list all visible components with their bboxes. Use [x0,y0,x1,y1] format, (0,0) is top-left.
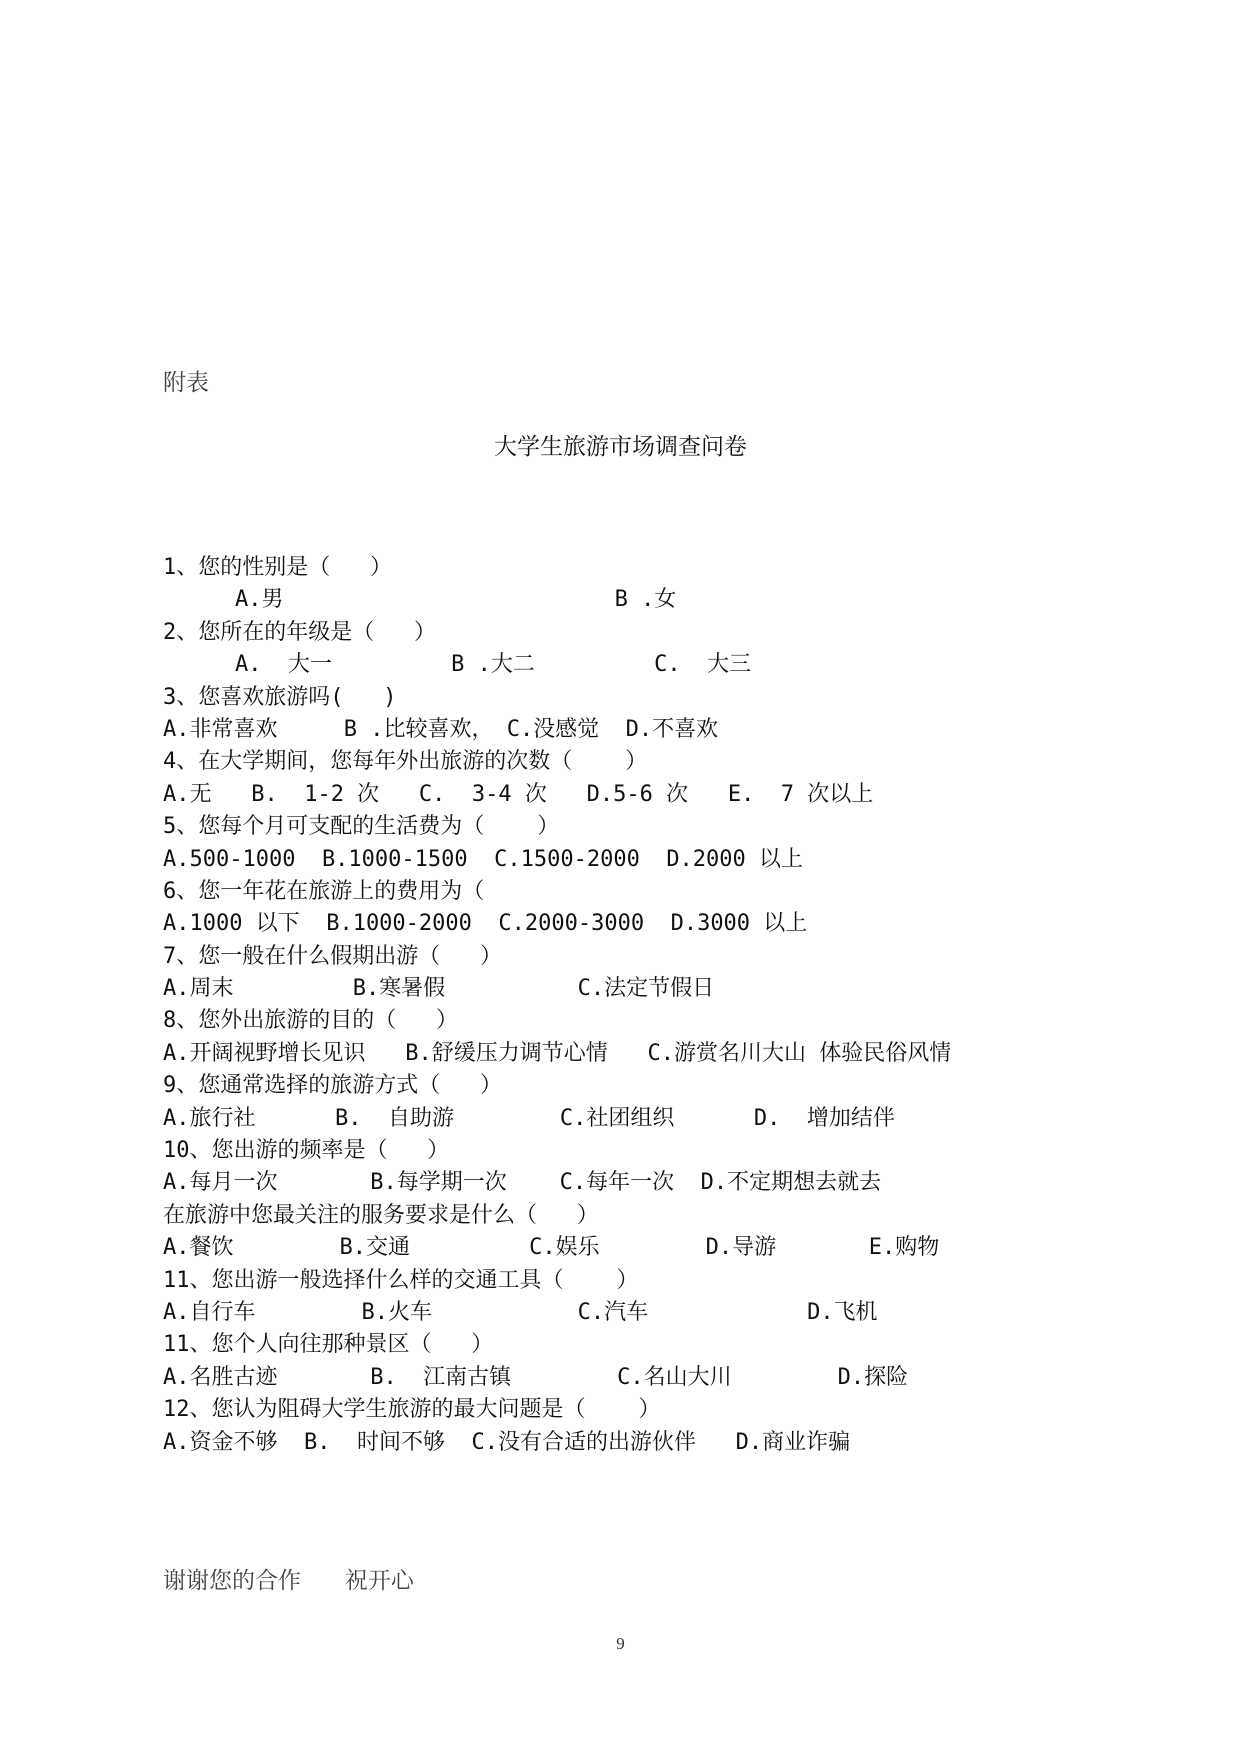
appendix-label: 附表 [163,370,209,396]
closing-text: 谢谢您的合作 祝开心 [163,1568,414,1594]
question-1: 1、您的性别是（ ） [163,555,392,580]
options-6: A.1000 以下 B.1000-2000 C.2000-3000 D.3000 以上 [163,911,808,937]
question-11b: 11、您个人向往那种景区（ ） [163,1332,494,1358]
options-7: A.周末 B.寒暑假 C.法定节假日 [163,976,715,1002]
options-1: A.男 B .女 [235,587,677,613]
options-3: A.非常喜欢 B .比较喜欢， C.没感觉 D.不喜欢 [163,716,719,742]
question-service: 在旅游中您最关注的服务要求是什么（ ） [163,1202,599,1228]
options-2: A. 大一 B .大二 C. 大三 [235,652,752,678]
options-11b: A.名胜古迹 B. 江南古镇 C.名山大川 D.探险 [163,1364,909,1390]
options-4: A.无 B. 1-2 次 C. 3-4 次 D.5-6 次 E. 7 次以上 [163,781,874,807]
options-12: A.资金不够 B. 时间不够 C.没有合适的出游伙伴 D.商业诈骗 [163,1429,851,1455]
question-10: 10、您出游的频率是（ ） [163,1138,450,1164]
question-4: 4、在大学期间，您每年外出旅游的次数（ ） [163,749,648,775]
question-11a: 11、您出游一般选择什么样的交通工具（ ） [163,1267,639,1293]
options-8: A.开阔视野增长见识 B.舒缓压力调节心情 C.游赏名川大山 体验民俗风情 [163,1040,952,1066]
question-3: 3、您喜欢旅游吗( ) [163,684,397,710]
question-9: 9、您通常选择的旅游方式（ ） [163,1073,502,1099]
options-service: A.餐饮 B.交通 C.娱乐 D.导游 E.购物 [163,1235,940,1261]
question-2: 2、您所在的年级是（ ） [163,619,436,645]
options-9: A.旅行社 B. 自助游 C.社团组织 D. 增加结伴 [163,1105,895,1131]
page-number: 9 [616,1634,625,1653]
page-title: 大学生旅游市场调查问卷 [494,434,747,460]
options-10: A.每月一次 B.每学期一次 C.每年一次 D.不定期想去就去 [163,1170,882,1196]
question-7: 7、您一般在什么假期出游（ ） [163,943,502,969]
question-6: 6、您一年花在旅游上的费用为（ [163,878,485,904]
questionnaire-body [163,552,1123,1459]
question-12: 12、您认为阻碍大学生旅游的最大问题是（ ） [163,1397,661,1423]
options-11a: A.自行车 B.火车 C.汽车 D.飞机 [163,1299,878,1325]
question-5: 5、您每个月可支配的生活费为（ ） [163,814,560,840]
question-8: 8、您外出旅游的目的（ ） [163,1008,458,1034]
options-5: A.500-1000 B.1000-1500 C.1500-2000 D.2000 以上 [163,846,804,872]
